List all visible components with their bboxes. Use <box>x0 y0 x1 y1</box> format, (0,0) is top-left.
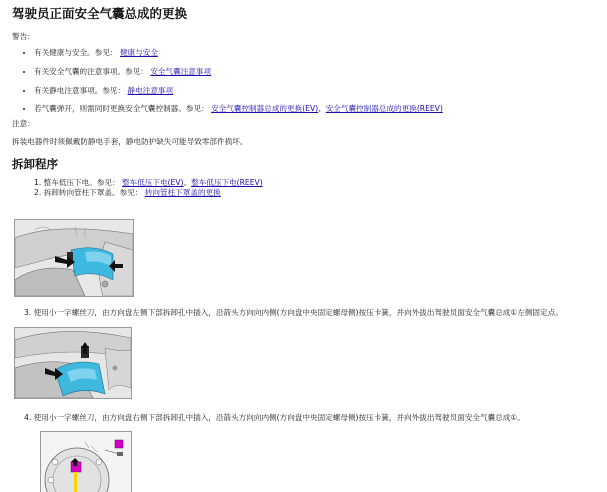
warning-text: 若气囊弹开，则需同时更换安全气囊控制器。参见： <box>34 104 209 114</box>
figure-number-mark: · <box>17 392 19 397</box>
warning-item <box>34 86 607 96</box>
link-lv-power-off-ev[interactable]: 整车低压下电(EV) <box>122 177 184 187</box>
figure-illustration <box>41 432 131 492</box>
step-text: 整车低压下电。参见： <box>43 177 120 187</box>
link-column-lower-cover[interactable]: 转向管柱下罩盖的更换 <box>144 187 221 197</box>
figure-left-clip-release <box>14 327 132 399</box>
figure-illustration <box>15 328 131 398</box>
figure-right-clip-release <box>40 431 132 492</box>
warning-list <box>12 48 607 115</box>
caution-label: 注意： <box>12 118 35 128</box>
warning-text: 有关健康与安全。参见： <box>34 48 118 58</box>
link-separator: 、 <box>318 104 326 114</box>
warning-text: 有关静电注意事项。参见： <box>34 85 126 95</box>
link-separator: 、 <box>183 177 192 187</box>
step-item <box>34 178 607 188</box>
step-item <box>34 188 607 198</box>
page-title: 驾驶员正面安全气囊总成的更换 <box>12 6 188 21</box>
step-number: 2. <box>34 187 42 197</box>
step-text: 拆卸转向管柱下罩盖。参见： <box>43 187 143 197</box>
step-4-text: 4. 使用小一字螺丝刀，由方向盘右侧下部拆卸孔中插入，沿箭头方向向内侧(方向盘中央固定螺母侧)按压卡簧，并向外拔出驾驶员面安全气囊总成①。 <box>24 413 525 422</box>
warning-label: 警告： <box>12 31 35 41</box>
section-title: 拆卸程序 <box>12 157 58 172</box>
step-3-text: 3. 使用小一字螺丝刀，由方向盘左侧下部拆卸孔中插入，沿箭头方向向内侧(方向盘中央固定螺母侧)按压卡簧，并向外拔出驾驶员面安全气囊总成①左侧固定点。 <box>24 308 563 317</box>
link-airbag-controller-reev[interactable]: 安全气囊控制器总成的更换(REEV) <box>325 104 443 114</box>
link-airbag-controller-ev[interactable]: 安全气囊控制器总成的更换(EV) <box>211 104 319 114</box>
warning-item <box>34 48 607 58</box>
steps-list <box>12 178 607 199</box>
link-airbag-precautions[interactable]: 安全气囊注意事项 <box>150 66 212 76</box>
warning-text: 有关安全气囊的注意事项。参见： <box>34 66 148 76</box>
figure-illustration <box>15 220 133 296</box>
figure-steering-column-cover <box>14 219 134 297</box>
link-lv-power-off-reev[interactable]: 整车低压下电(REEV) <box>191 177 263 187</box>
link-static-precautions[interactable]: 静电注意事项 <box>127 85 174 95</box>
caution-text: 拆装电器件时须佩戴防静电手套，静电防护缺失可能导致零部件损坏。 <box>12 136 248 146</box>
figure-number-mark: · <box>17 290 19 295</box>
link-health-safety[interactable]: 健康与安全 <box>119 48 158 58</box>
warning-item <box>34 67 607 77</box>
step-number: 1. <box>34 177 42 187</box>
warning-item <box>34 104 607 114</box>
